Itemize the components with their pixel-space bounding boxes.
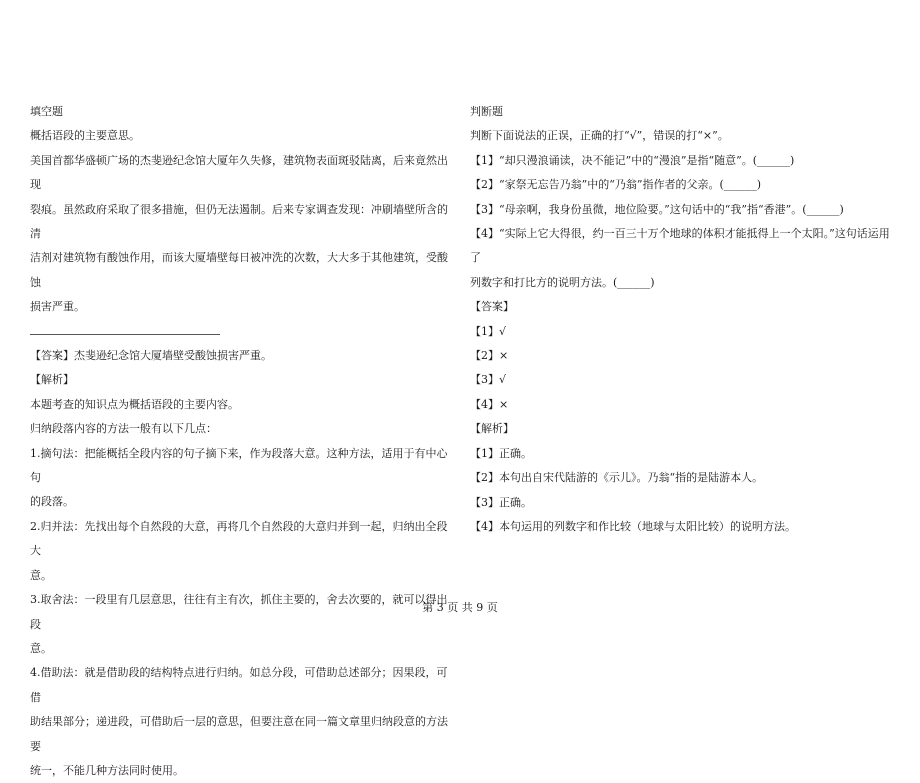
passage-line: 裂痕。虽然政府采取了很多措施，但仍无法遏制。后来专家调查发现：冲刷墙壁所含的清 — [30, 202, 448, 241]
answer-item: 【2】× — [470, 349, 509, 363]
section-title-fill-blank: 填空题 — [30, 105, 63, 118]
instruction: 判断下面说法的正误，正确的打“√”，错误的打“×”。 — [470, 129, 729, 143]
analysis-line: 本题考查的知识点为概括语段的主要内容。 — [30, 397, 239, 411]
question-item: 【3】“母亲啊，我身份虽微，地位险要。”这句话中的“我”指“香港”。(______) — [470, 202, 844, 216]
analysis-item: 【4】本句运用的列数字和作比较（地球与太阳比较）的说明方法。 — [470, 519, 796, 533]
passage — [30, 149, 450, 320]
question-prompt: 概括语段的主要意思。 — [30, 129, 140, 143]
answer-blank-line — [30, 320, 450, 344]
answer-list — [470, 320, 895, 418]
analysis-item: 【3】正确。 — [470, 495, 532, 509]
analysis-heading: 【解析】 — [470, 422, 514, 436]
question-item: 【4】“实际上它大得很，约一百三十万个地球的体积才能抵得上一个太阳。”这句话运用了 — [470, 227, 890, 265]
passage-line: 洁剂对建筑物有酸蚀作用，而该大厦墙壁每日被冲洗的次数，大大多于其他建筑，受酸蚀 — [30, 251, 448, 289]
analysis-line: 意。 — [30, 641, 52, 655]
analysis-line: 4.借助法：就是借助段的结构特点进行归纳。如总分段，可借助总述部分；因果段，可借 — [30, 666, 448, 704]
analysis-item: 【2】本句出自宋代陆游的《示儿》。乃翁“指的是陆游本人。 — [470, 471, 764, 485]
analysis-heading: 【解析】 — [30, 373, 74, 387]
answer-item: 【1】√ — [470, 324, 507, 338]
analysis-line: 1.摘句法：把能概括全段内容的句子摘下来，作为段落大意。这种方法，适用于有中心句 — [30, 446, 448, 485]
analysis-line: 3.取舍法：一段里有几层意思，往往有主有次，抓住主要的，舍去次要的，就可以得出段 — [30, 593, 448, 631]
analysis-line: 的段落。 — [30, 495, 74, 509]
question-item: 【2】“家祭无忘告乃翁”中的“乃翁”指作者的父亲。(______) — [470, 178, 762, 192]
analysis-line: 归纳段落内容的方法一般有以下几点： — [30, 422, 217, 436]
analysis-line: 统一，不能几种方法同时使用。 — [30, 763, 184, 777]
question-list — [470, 149, 895, 295]
analysis-list — [470, 442, 895, 540]
analysis-line: 意。 — [30, 568, 52, 582]
section-title-true-false: 判断题 — [470, 105, 503, 118]
passage-line: 美国首都华盛顿广场的杰斐逊纪念馆大厦年久失修，建筑物表面斑驳陆离，后来竟然出现 — [30, 153, 448, 192]
analysis-body — [30, 393, 450, 783]
answer-item: 【4】× — [470, 397, 509, 411]
left-column — [30, 100, 450, 783]
answer-heading: 【答案】 — [470, 300, 514, 314]
analysis-line: 助结果部分；递进段，可借助后一层的意思，但要注意在同一篇文章里归纳段意的方法要 — [30, 715, 448, 753]
analysis-item: 【1】正确。 — [470, 446, 532, 460]
question-item-continued: 列数字和打比方的说明方法。(______) — [470, 275, 655, 289]
question-item: 【1】“却只漫浪诵读，决不能记”中的“漫浪”是指“随意”。(______) — [470, 153, 795, 167]
passage-line: 损害严重。 — [30, 300, 85, 314]
answer-item: 【3】√ — [470, 373, 507, 387]
right-column — [470, 100, 895, 539]
answer-text: 【答案】杰斐逊纪念馆大厦墙壁受酸蚀损害严重。 — [30, 349, 272, 363]
page-footer: 第 3 页 共 9 页 — [422, 601, 498, 614]
analysis-line: 2.归并法：先找出每个自然段的大意，再将几个自然段的大意归并到一起，归纳出全段大 — [30, 519, 448, 558]
